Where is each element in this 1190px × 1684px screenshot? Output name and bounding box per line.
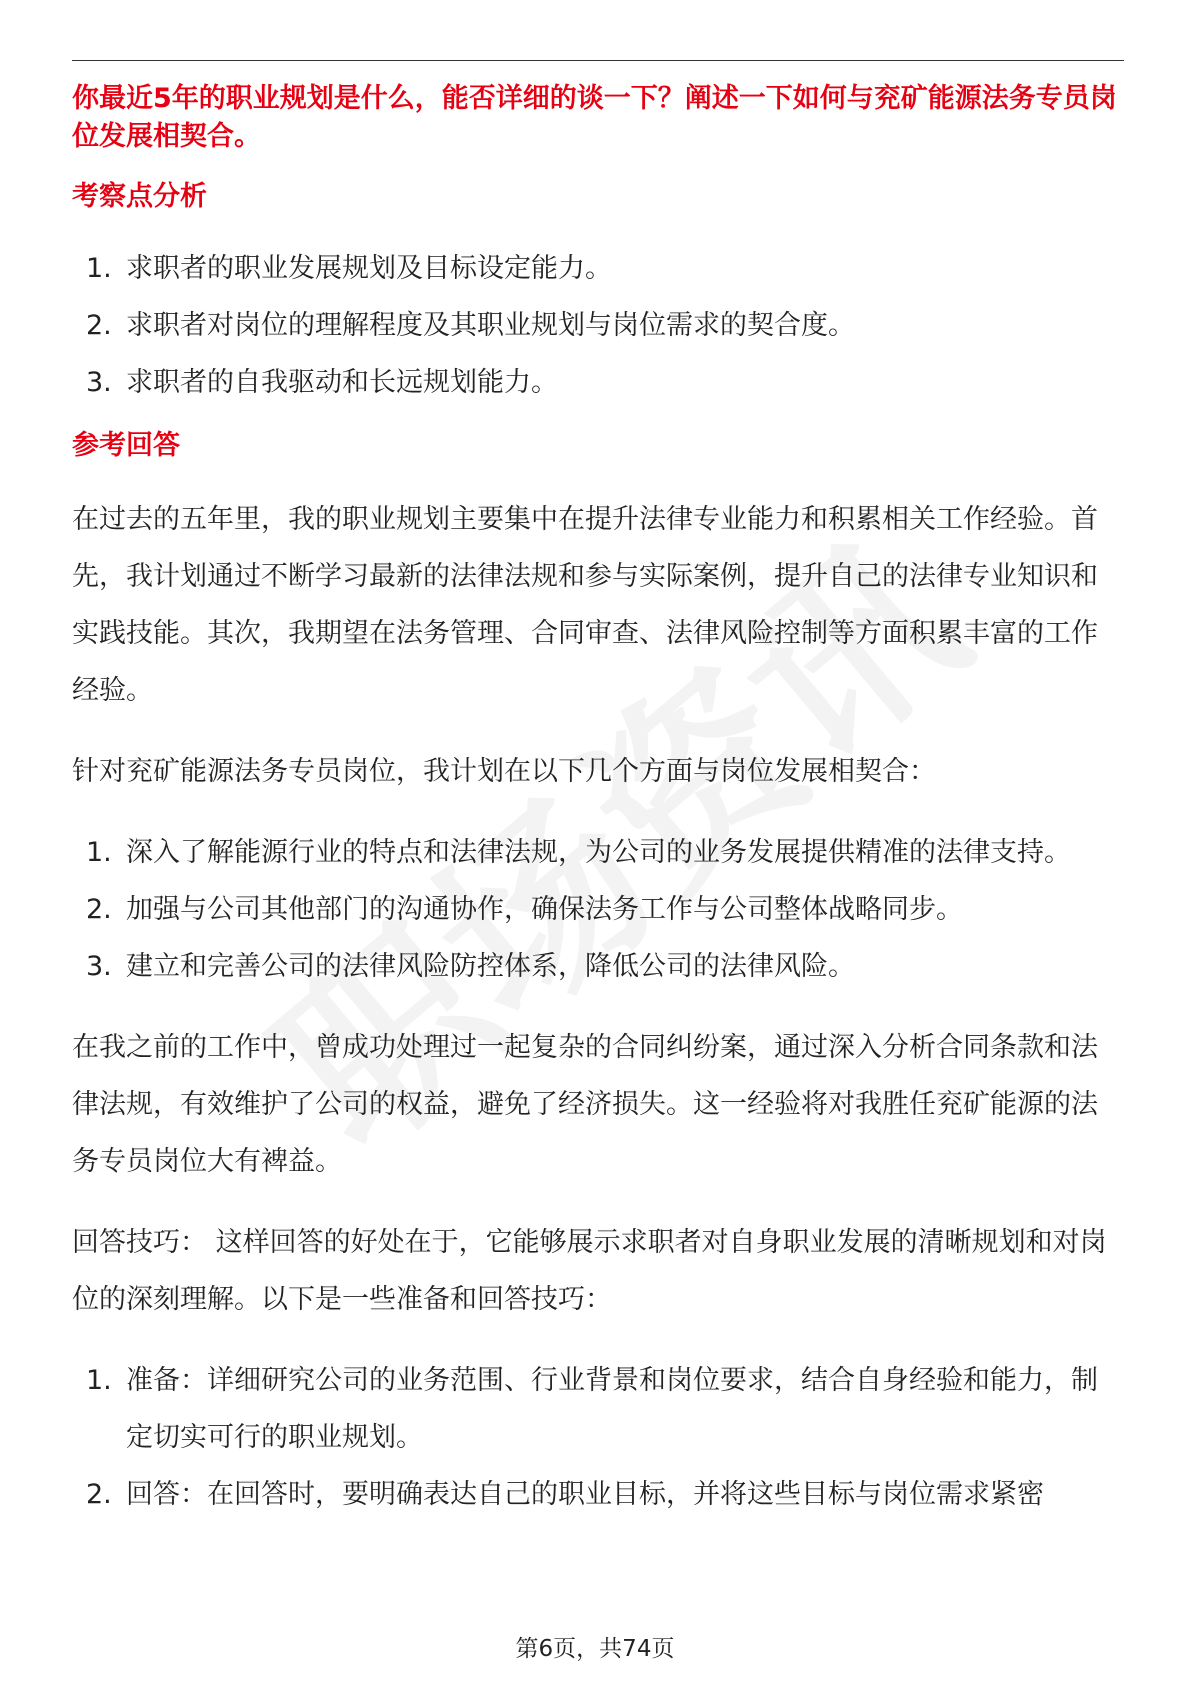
list-item: 2. 求职者对岗位的理解程度及其职业规划与岗位需求的契合度。 (86, 310, 855, 341)
page-number-footer: 第6页，共74页 (515, 1636, 675, 1662)
answer-list (72, 824, 1122, 995)
list-item: 2. 回答：在回答时，要明确表达自己的职业目标，并将这些目标与岗位需求紧密 (86, 1479, 1044, 1510)
list-item: 1. 深入了解能源行业的特点和法律法规，为公司的业务发展提供精准的法律支持。 (86, 837, 1071, 868)
analysis-list (72, 240, 1122, 411)
tips-intro: 回答技巧： 这样回答的好处在于，它能够展示求职者对自身职业发展的清晰规划和对岗位的深刻理解。以下是一些准备和回答技巧： (72, 1227, 1107, 1315)
tips-list (72, 1352, 1122, 1523)
analysis-heading: 考察点分析 (72, 181, 207, 212)
list-item: 3. 建立和完善公司的法律风险防控体系，降低公司的法律风险。 (86, 951, 855, 982)
list-item: 2. 加强与公司其他部门的沟通协作，确保法务工作与公司整体战略同步。 (86, 894, 963, 925)
list-item: 1. 准备：详细研究公司的业务范围、行业背景和岗位要求，结合自身经验和能力，制定切实可行的职业规划。 (86, 1365, 1098, 1453)
answer-paragraph-3: 在我之前的工作中，曾成功处理过一起复杂的合同纠纷案，通过深入分析合同条款和法律法规，有效维护了公司的权益，避免了经济损失。这一经验将对我胜任兖矿能源的法务专员岗位大有裨益。 (72, 1032, 1098, 1177)
answer-heading: 参考回答 (72, 430, 180, 461)
answer-paragraph-1: 在过去的五年里，我的职业规划主要集中在提升法律专业能力和积累相关工作经验。首先，我计划通过不断学习最新的法律法规和参与实际案例，提升自己的法律专业知识和实践技能。其次，我期望在法务管理、合同审查、法律风险控制等方面积累丰富的工作经验。 (72, 504, 1098, 706)
list-item: 3. 求职者的自我驱动和长远规划能力。 (86, 367, 558, 398)
list-item: 1. 求职者的职业发展规划及目标设定能力。 (86, 253, 612, 284)
question-title: 你最近5年的职业规划是什么，能否详细的谈一下？阐述一下如何与兖矿能源法务专员岗位发展相契合。 (72, 83, 1117, 152)
page-content (72, 80, 1122, 1523)
answer-paragraph-2: 针对兖矿能源法务专员岗位，我计划在以下几个方面与岗位发展相契合： (72, 756, 936, 787)
top-rule (72, 60, 1124, 61)
